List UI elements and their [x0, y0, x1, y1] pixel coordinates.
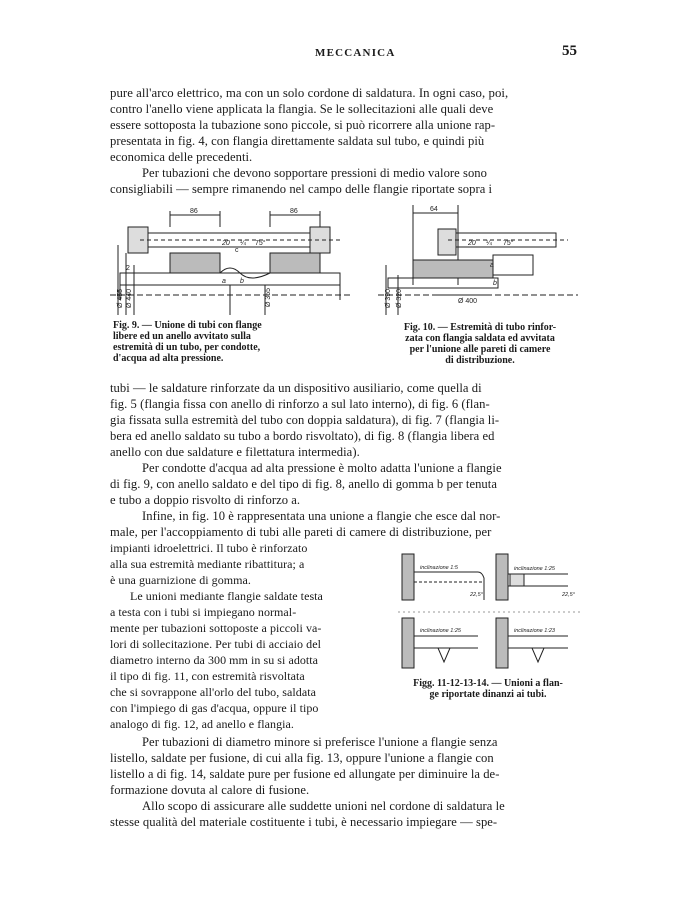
text-line: formazione dovuta al calore di fusione.	[110, 783, 310, 797]
text-line: è una guarnizione di gomma.	[110, 573, 251, 587]
svg-text:¼: ¼	[486, 240, 492, 247]
text-line: tubi — le saldature rinforzate da un dispositivo ausiliario, come quella di	[110, 381, 482, 395]
svg-text:64: 64	[430, 206, 438, 213]
figures-11-14-drawing	[398, 552, 582, 674]
text-line: pure all'arco elettrico, ma con un solo cordone di saldatura. In ogni caso, poi,	[110, 86, 509, 100]
text-line: di fig. 9, con anello saldato e del tipo di fig. 8, anello di gomma b per tenuta	[110, 477, 497, 491]
svg-text:2: 2	[126, 265, 130, 272]
caption-line: Fig. 9. — Unione di tubi con flange	[113, 320, 262, 331]
svg-text:20: 20	[222, 240, 230, 247]
label: inclinazione 1:25	[514, 566, 555, 572]
text-line: con l'impiego di gas d'acqua, oppure il tipo	[110, 701, 319, 715]
text-line: impianti idroelettrici. Il tubo è rinforzato	[110, 541, 308, 555]
caption-line: di distribuzione.	[445, 355, 515, 366]
svg-text:75°: 75°	[503, 240, 514, 247]
label: 22,5°	[562, 592, 575, 598]
svg-text:¼: ¼	[240, 240, 246, 247]
text-line: Le unioni mediante flangie saldate testa	[130, 589, 323, 603]
label: 22,5°	[470, 592, 483, 598]
text-line: a testa con i tubi si impiegano normal-	[110, 605, 297, 619]
text-line: Infine, in fig. 10 è rappresentata una unione a flangie che esce dal nor-	[142, 509, 501, 523]
caption-line: zata con flangia saldata ed avvitata	[405, 333, 555, 344]
caption-line: Figg. 11-12-13-14. — Unioni a flan-	[413, 678, 563, 689]
svg-text:86: 86	[190, 208, 198, 215]
caption-line: ge riportate dinanzi ai tubi.	[429, 689, 547, 700]
svg-text:b: b	[240, 278, 244, 285]
text-line: Per tubazioni che devono sopportare pressioni di medio valore sono	[142, 166, 487, 180]
text-line: economica delle precedenti.	[110, 150, 253, 164]
svg-text:a: a	[490, 262, 494, 269]
caption-line: Fig. 10. — Estremità di tubo rinfor-	[403, 322, 557, 333]
page-number: 55	[562, 43, 577, 59]
svg-text:a: a	[222, 278, 226, 285]
svg-text:86: 86	[290, 208, 298, 215]
svg-text:c: c	[235, 247, 239, 254]
text-line: mente per tubazioni sottoposte a piccoli va-	[110, 621, 322, 635]
text-line: consigliabili — sempre rimanendo nel campo delle flangie riportate sopra i	[110, 182, 493, 196]
text-line: Per tubazioni di diametro minore si preferisce l'unione a flangie senza	[142, 735, 498, 749]
text-line: analogo di fig. 12, ad anello e flangia.	[110, 717, 294, 731]
label: inclinazione 1:5	[420, 565, 458, 571]
svg-text:Ø 320: Ø 320	[396, 288, 403, 308]
label: inclinazione 1:25	[420, 628, 461, 634]
text-line: lori di sollecitazione. Per tubi di acciaio del	[110, 637, 321, 651]
figure-9-drawing	[110, 205, 350, 317]
figures-11-14-caption	[388, 678, 588, 700]
figure-9-caption	[113, 320, 353, 364]
text-line: Per condotte d'acqua ad alta pressione è molto adatta l'unione a flangie	[142, 461, 502, 475]
text-line: essere sottoposta la tubazione sono piccole, si può ricorrere alla unione rap-	[110, 118, 496, 132]
text-line: che si sovrappone all'orlo del tubo, saldata	[110, 685, 316, 699]
svg-text:b: b	[493, 280, 497, 287]
text-line: bera ed anello saldato su tubo a bordo risvoltato), di fig. 8 (flangia libera ed	[110, 429, 495, 443]
svg-text:75°: 75°	[255, 240, 266, 247]
text-line: e tubo a doppio risvolto di rinforzo a.	[110, 493, 301, 507]
caption-line: d'acqua ad alta pressione.	[113, 353, 224, 364]
text-line: alla sua estremità mediante ribattitura; a	[110, 557, 305, 571]
label: inclinazione 1:23	[514, 628, 555, 634]
text-line: male, per l'accoppiamento di tubi alle pareti di camere di distribuzione, per	[110, 525, 492, 539]
caption-line: estremità di un tubo, per condotte,	[113, 342, 261, 353]
text-line: stesse qualità del materiale costituente i tubi, è necessario impiegare — spe-	[110, 815, 498, 829]
running-header-title: MECCANICA	[315, 47, 396, 59]
text-line: il tipo di fig. 11, con estremità risvoltata	[110, 669, 305, 683]
text-line: listello a di fig. 14, saldate pure per fusione ed allungate per diminuire la de-	[110, 767, 500, 781]
text-line: listello, saldate per fusione, di cui alla fig. 13, oppure l'unione a flangie con	[110, 751, 494, 765]
text-line: contro l'anello viene applicata la flangia. Se le sollecitazioni alle quali deve	[110, 102, 494, 116]
svg-text:Ø 355: Ø 355	[265, 287, 272, 307]
text-line: Allo scopo di assicurare alle suddette unioni nel cordone di saldatura le	[142, 799, 505, 813]
text-line: diametro interno da 300 mm in su si adotta	[110, 653, 319, 667]
text-line: anello con due saldature e filettatura intermedia).	[110, 445, 360, 459]
text-line: fig. 5 (flangia fissa con anello di rinforzo a sul lato interno), di fig. 6 (flan-	[110, 397, 490, 411]
svg-text:Ø 455: Ø 455	[117, 288, 124, 308]
caption-line: libere ed un anello avvitato sulla	[113, 331, 251, 342]
figure-10-caption	[375, 322, 585, 366]
svg-text:20: 20	[468, 240, 476, 247]
svg-text:Ø 400: Ø 400	[458, 298, 478, 305]
text-line: gia fissata sulla estremità del tubo con doppia saldatura), di fig. 7 (flangia li-	[110, 413, 500, 427]
svg-text:Ø 440: Ø 440	[126, 288, 133, 308]
caption-line: per l'unione alle pareti di camere	[409, 344, 551, 355]
svg-text:Ø 390: Ø 390	[385, 288, 392, 308]
text-line: presentata in fig. 4, con flangia direttamente saldata sul tubo, e quindi più	[110, 134, 485, 148]
figure-10-drawing	[378, 205, 578, 317]
